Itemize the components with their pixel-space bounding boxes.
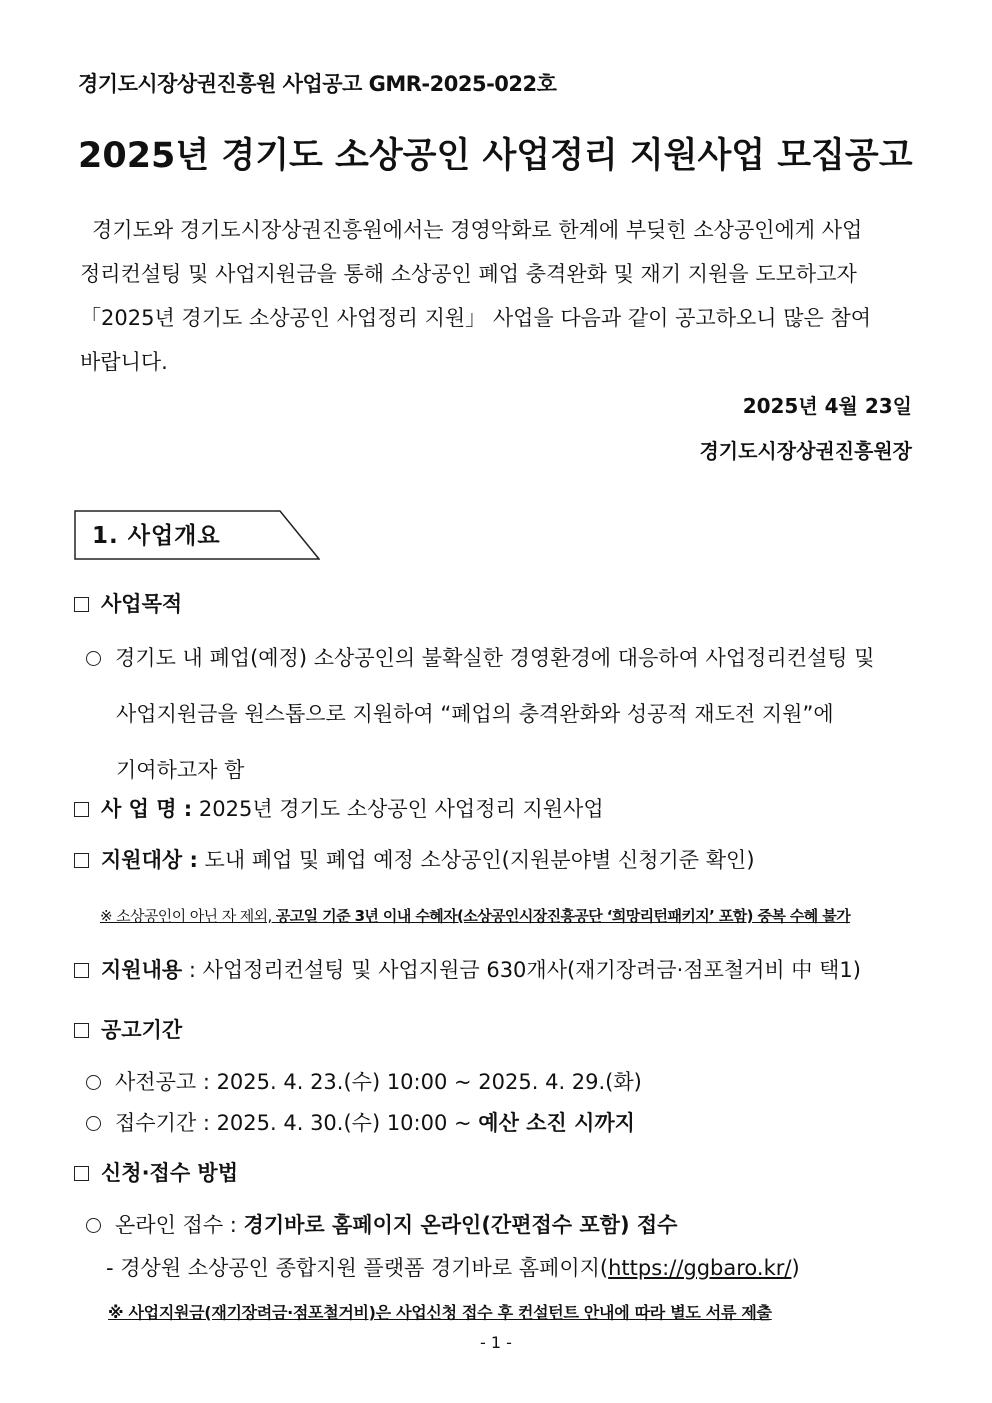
square-bullet-icon xyxy=(74,1166,89,1181)
target-label: 지원대상 : xyxy=(101,848,198,872)
reception-bold: 예산 소진 시까지 xyxy=(478,1111,635,1135)
business-name-row xyxy=(74,793,604,823)
circle-bullet-icon xyxy=(86,651,101,666)
square-bullet-icon xyxy=(74,853,89,868)
purpose-line-1 xyxy=(86,630,922,686)
platform-link[interactable]: https://ggbaro.kr/ xyxy=(608,1256,792,1280)
platform-prefix: - 경상원 소상공인 종합지원 플랫폼 경기바로 홈페이지( xyxy=(106,1256,609,1280)
method-heading xyxy=(74,1157,238,1187)
target-note xyxy=(100,905,850,926)
purpose-heading xyxy=(74,588,182,618)
business-name-value: 2025년 경기도 소상공인 사업정리 지원사업 xyxy=(198,797,604,821)
issuer-name: 경기도시장상권진흥원장 xyxy=(699,439,912,463)
intro-line-1: 경기도와 경기도시장상권진흥원에서는 경영악화로 한계에 부딪힌 소상공인에게 사업 xyxy=(92,218,863,242)
circle-bullet-icon xyxy=(86,1075,101,1090)
intro-line-2: 정리컨설팅 및 사업지원금을 통해 소상공인 폐업 충격완화 및 재기 지원을 도모하고자 xyxy=(80,262,857,286)
circle-bullet-icon xyxy=(86,1218,101,1233)
target-value: 도내 폐업 및 폐업 예정 소상공인(지원분야별 신청기준 확인) xyxy=(204,848,755,872)
content-row xyxy=(74,954,861,984)
pre-notice-row xyxy=(86,1066,642,1096)
pre-notice-text: 사전공고 : 2025. 4. 23.(수) 10:00 ~ 2025. 4. 29.(화) xyxy=(115,1070,642,1094)
purpose-line-3 xyxy=(86,742,922,798)
notice-date: 2025년 4월 23일 xyxy=(742,394,912,418)
page-title: 2025년 경기도 소상공인 사업정리 지원사업 모집공고 xyxy=(78,136,913,176)
reception-row xyxy=(86,1107,635,1137)
period-label: 공고기간 xyxy=(101,1018,183,1042)
square-bullet-icon xyxy=(74,597,89,612)
notice-number: 경기도시장상권진흥원 사업공고 GMR-2025-022호 xyxy=(78,72,557,96)
target-note-bold: 공고일 기준 3년 이내 수혜자(소상공인시장진흥공단 ‘희망리턴패키지’ 포함) 중복 수혜 불가 xyxy=(275,907,851,925)
content-label: 지원내용 xyxy=(101,958,183,982)
purpose-body xyxy=(86,630,922,798)
square-bullet-icon xyxy=(74,963,89,978)
purpose-label: 사업목적 xyxy=(101,592,183,616)
platform-suffix: ) xyxy=(791,1256,800,1280)
target-note-prefix: ※ 소상공인이 아닌 자 제외, xyxy=(100,907,272,925)
intro-paragraph xyxy=(80,208,914,384)
target-row xyxy=(74,844,755,874)
method-note: ※ 사업지원금(재기장려금·점포철거비)은 사업신청 접수 후 컨설턴트 안내에 따라 별도 서류 제출 xyxy=(108,1303,772,1322)
intro-line-4: 바랍니다. xyxy=(80,350,168,374)
purpose-line-2 xyxy=(86,686,922,742)
online-bold: 경기바로 홈페이지 온라인(간편접수 포함) 접수 xyxy=(243,1213,678,1237)
square-bullet-icon xyxy=(74,802,89,817)
period-heading xyxy=(74,1014,182,1044)
business-name-label: 사 업 명 : xyxy=(101,797,193,821)
intro-line-3: 「2025년 경기도 소상공인 사업정리 지원」 사업을 다음과 같이 공고하오니 많은 참여 xyxy=(80,306,872,330)
online-prefix: 온라인 접수 : xyxy=(115,1213,237,1237)
reception-text: 접수기간 : 2025. 4. 30.(수) 10:00 ~ xyxy=(115,1111,472,1135)
method-label: 신청·접수 방법 xyxy=(101,1161,239,1185)
purpose-text-3: 기여하고자 함 xyxy=(116,758,245,782)
platform-row xyxy=(106,1252,800,1282)
section-1-title: 1. 사업개요 xyxy=(92,523,221,549)
content-value: : 사업정리컨설팅 및 사업지원금 630개사(재기장려금·점포철거비 中 택1) xyxy=(188,958,861,982)
circle-bullet-icon xyxy=(86,1116,101,1131)
online-row xyxy=(86,1209,677,1239)
purpose-text-1: 경기도 내 폐업(예정) 소상공인의 불확실한 경영환경에 대응하여 사업정리컨설팅 및 xyxy=(115,646,875,670)
purpose-text-2: 사업지원금을 원스톱으로 지원하여 “폐업의 충격완화와 성공적 재도전 지원”에 xyxy=(116,702,834,726)
page-number: - 1 - xyxy=(480,1333,512,1352)
square-bullet-icon xyxy=(74,1023,89,1038)
